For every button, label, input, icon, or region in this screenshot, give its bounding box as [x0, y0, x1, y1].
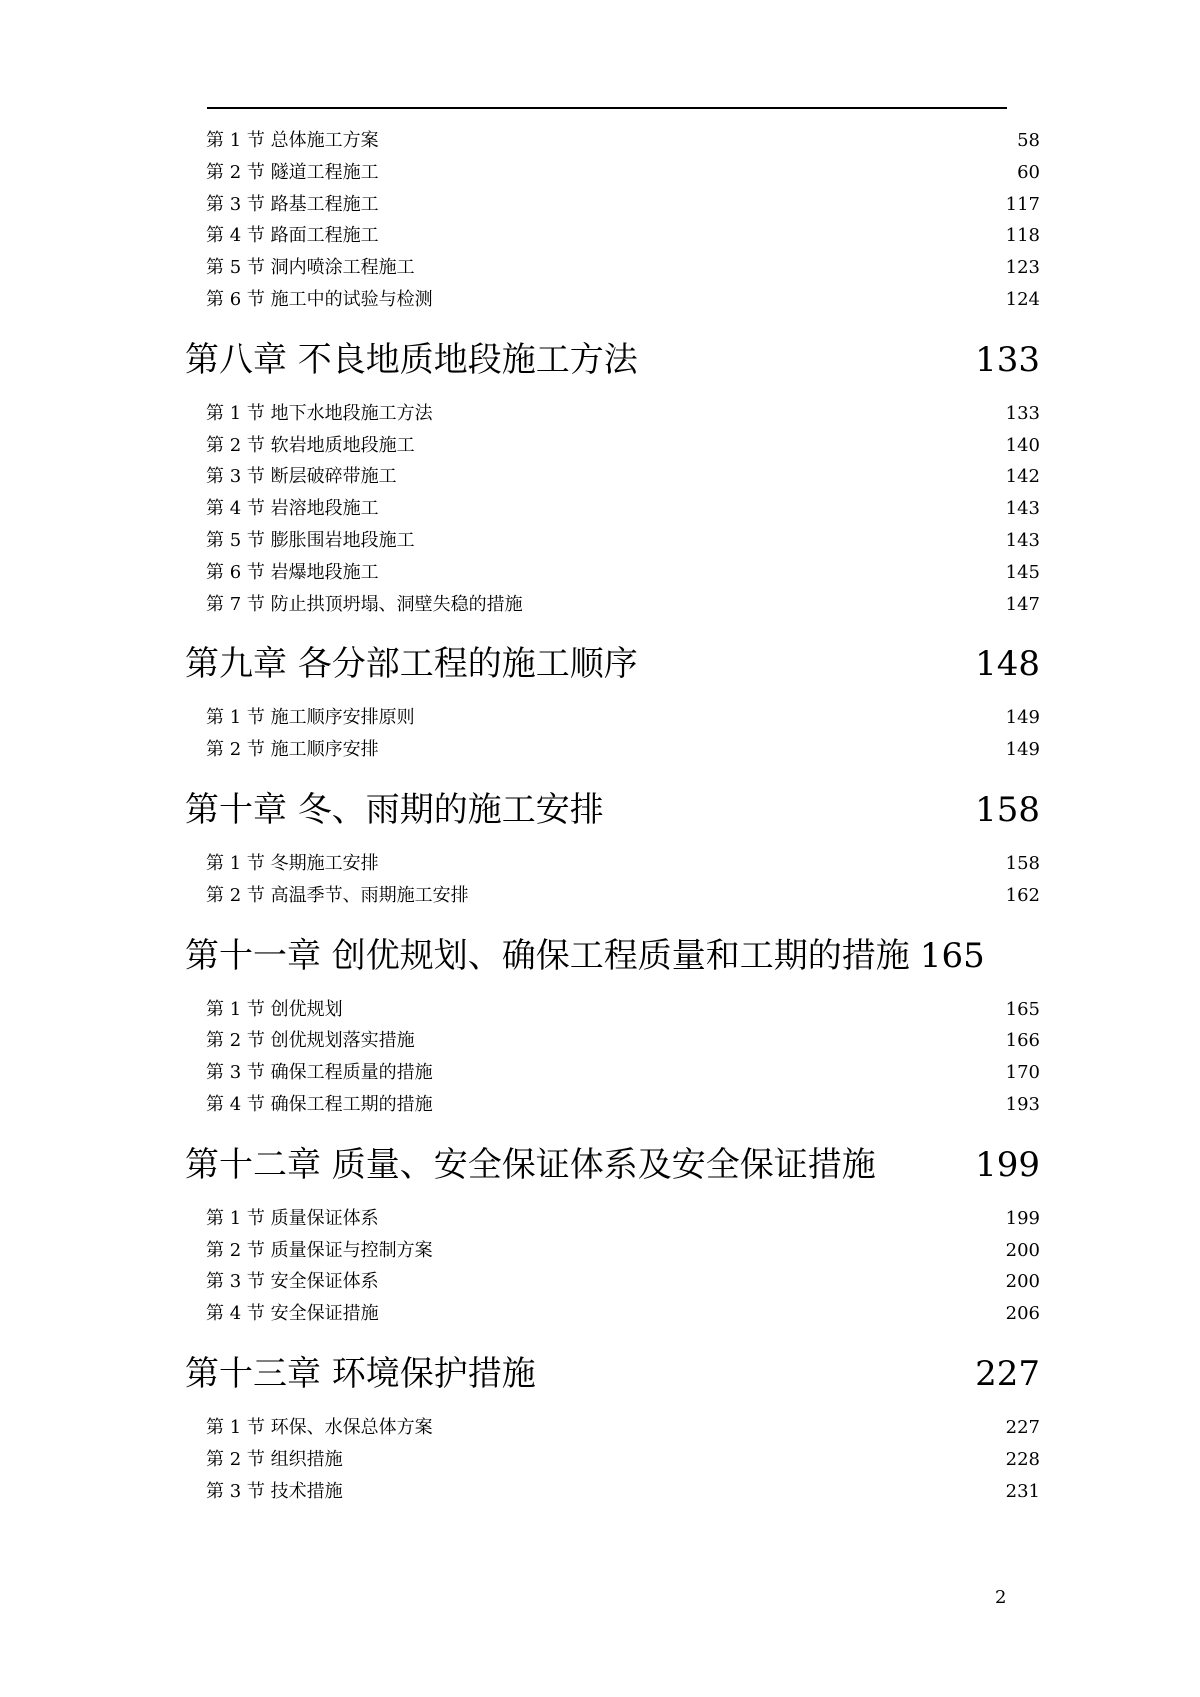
chapter-entry[interactable]: [185, 1137, 1040, 1193]
header-rule: [207, 107, 1007, 109]
section-entry[interactable]: [206, 1089, 1040, 1121]
dot-leader: [469, 883, 1004, 901]
section-entry[interactable]: [206, 557, 1040, 589]
section-title: 第 2 节 创优规划落实措施: [206, 1030, 415, 1052]
dot-leader: [379, 128, 1015, 146]
section-entry[interactable]: [206, 1476, 1040, 1508]
dot-leader: [876, 1142, 971, 1176]
chapter-entry[interactable]: [185, 636, 1040, 692]
section-entry[interactable]: [206, 1057, 1040, 1089]
section-entry[interactable]: [206, 461, 1040, 493]
section-entry[interactable]: [206, 734, 1040, 766]
section-page-number: 170: [1005, 1062, 1040, 1084]
dot-leader: [433, 1092, 1004, 1110]
dot-leader: [433, 401, 1004, 419]
dot-leader: [379, 1301, 1004, 1319]
dot-leader: [397, 464, 1004, 482]
section-page-number: 147: [1005, 593, 1040, 615]
section-title: 第 3 节 断层破碎带施工: [206, 466, 397, 488]
dot-leader: [379, 496, 1004, 514]
dot-leader: [379, 1269, 1004, 1287]
section-title: 第 4 节 安全保证措施: [206, 1303, 379, 1325]
chapter-page-number: 148: [975, 644, 1040, 685]
section-page-number: 162: [1005, 884, 1040, 906]
section-title: 第 7 节 防止拱顶坍塌、洞壁失稳的措施: [206, 593, 523, 615]
section-title: 第 4 节 路面工程施工: [206, 225, 379, 247]
dot-leader: [604, 787, 971, 821]
dot-leader: [433, 1060, 1004, 1078]
section-title: 第 2 节 质量保证与控制方案: [206, 1239, 433, 1261]
section-page-number: 227: [1005, 1416, 1040, 1438]
dot-leader: [343, 997, 1004, 1015]
section-page-number: 133: [1005, 402, 1040, 424]
dot-leader: [638, 641, 971, 675]
dot-leader: [433, 1415, 1004, 1433]
section-page-number: 143: [1005, 529, 1040, 551]
chapter-page-number: 199: [975, 1144, 1040, 1185]
dot-leader: [379, 223, 1004, 241]
page-number: 2: [995, 1587, 1007, 1608]
section-entry[interactable]: [206, 125, 1040, 157]
section-entry[interactable]: [206, 1298, 1040, 1330]
section-title: 第 4 节 岩溶地段施工: [206, 498, 379, 520]
dot-leader: [415, 528, 1004, 546]
dot-leader: [523, 592, 1004, 610]
section-entry[interactable]: [206, 702, 1040, 734]
dot-leader: [433, 287, 1004, 305]
section-title: 第 2 节 高温季节、雨期施工安排: [206, 884, 469, 906]
section-page-number: 200: [1005, 1271, 1040, 1293]
section-entry[interactable]: [206, 848, 1040, 880]
dot-leader: [415, 255, 1004, 273]
section-page-number: 199: [1005, 1207, 1040, 1229]
section-title: 第 2 节 施工顺序安排: [206, 739, 379, 761]
section-page-number: 200: [1005, 1239, 1040, 1261]
chapter-page-number: 158: [975, 789, 1040, 830]
section-entry[interactable]: [206, 1444, 1040, 1476]
chapter-page-number: 227: [975, 1353, 1040, 1394]
chapter-title: 第十三章 环境保护措施: [185, 1353, 536, 1394]
section-title: 第 3 节 路基工程施工: [206, 193, 379, 215]
chapter-page-number: 133: [975, 339, 1040, 380]
chapter-title: 第九章 各分部工程的施工顺序: [185, 644, 638, 685]
dot-leader: [415, 705, 1004, 723]
section-entry[interactable]: [206, 994, 1040, 1026]
section-page-number: 143: [1005, 498, 1040, 520]
section-entry[interactable]: [206, 1025, 1040, 1057]
dot-leader: [536, 1351, 971, 1385]
section-title: 第 3 节 技术措施: [206, 1480, 343, 1502]
table-of-contents: [185, 125, 1040, 1507]
section-title: 第 1 节 总体施工方案: [206, 130, 379, 151]
chapter-page-number: 165: [919, 935, 985, 976]
dot-leader: [343, 1479, 1004, 1497]
section-entry[interactable]: [206, 525, 1040, 557]
dot-leader: [379, 737, 1004, 755]
section-entry[interactable]: [206, 493, 1040, 525]
section-title: 第 4 节 确保工程工期的措施: [206, 1093, 433, 1115]
chapter-title: 第十二章 质量、安全保证体系及安全保证措施: [185, 1144, 876, 1185]
dot-leader: [343, 1447, 1004, 1465]
section-page-number: 58: [1017, 130, 1040, 151]
chapter-entry[interactable]: [185, 928, 1040, 984]
section-page-number: 231: [1005, 1480, 1040, 1502]
dot-leader: [379, 160, 1015, 178]
section-page-number: 117: [1005, 193, 1040, 215]
dot-leader: [379, 560, 1004, 578]
section-entry[interactable]: [206, 430, 1040, 462]
chapter-title: 第十一章 创优规划、确保工程质量和工期的措施: [185, 935, 910, 976]
section-entry[interactable]: [206, 1266, 1040, 1298]
section-entry[interactable]: [206, 880, 1040, 912]
section-title: 第 6 节 施工中的试验与检测: [206, 288, 433, 310]
section-page-number: 140: [1005, 434, 1040, 456]
section-page-number: 149: [1005, 739, 1040, 761]
section-page-number: 193: [1005, 1093, 1040, 1115]
section-title: 第 2 节 软岩地质地段施工: [206, 434, 415, 456]
section-page-number: 60: [1017, 161, 1040, 183]
section-page-number: 145: [1005, 561, 1040, 583]
section-entry[interactable]: [206, 1203, 1040, 1235]
section-page-number: 142: [1005, 466, 1040, 488]
section-title: 第 1 节 环保、水保总体方案: [206, 1416, 433, 1438]
dot-leader: [379, 851, 1004, 869]
section-title: 第 3 节 确保工程质量的措施: [206, 1062, 433, 1084]
section-entry[interactable]: [206, 189, 1040, 221]
section-entry[interactable]: [206, 589, 1040, 621]
chapter-title: 第八章 不良地质地段施工方法: [185, 339, 638, 380]
section-title: 第 1 节 地下水地段施工方法: [206, 402, 433, 424]
section-title: 第 2 节 隧道工程施工: [206, 161, 379, 183]
dot-leader: [433, 1238, 1004, 1256]
section-entry[interactable]: [206, 1412, 1040, 1444]
section-title: 第 5 节 洞内喷涂工程施工: [206, 257, 415, 279]
section-page-number: 149: [1005, 707, 1040, 729]
chapter-title: 第十章 冬、雨期的施工安排: [185, 789, 604, 830]
section-page-number: 166: [1005, 1030, 1040, 1052]
section-entry[interactable]: [206, 157, 1040, 189]
section-page-number: 158: [1005, 852, 1040, 874]
section-title: 第 1 节 施工顺序安排原则: [206, 707, 415, 729]
section-title: 第 1 节 创优规划: [206, 998, 343, 1020]
section-entry[interactable]: [206, 1235, 1040, 1267]
section-page-number: 206: [1005, 1303, 1040, 1325]
chapter-entry[interactable]: [185, 1346, 1040, 1402]
dot-leader: [379, 192, 1004, 210]
chapter-entry[interactable]: [185, 332, 1040, 388]
chapter-entry[interactable]: [185, 782, 1040, 838]
section-title: 第 1 节 冬期施工安排: [206, 852, 379, 874]
section-page-number: 124: [1005, 288, 1040, 310]
section-page-number: 118: [1005, 225, 1040, 247]
section-entry[interactable]: [206, 220, 1040, 252]
section-title: 第 3 节 安全保证体系: [206, 1271, 379, 1293]
dot-leader: [415, 433, 1004, 451]
dot-leader: [415, 1028, 1004, 1046]
section-title: 第 1 节 质量保证体系: [206, 1207, 379, 1229]
dot-leader: [379, 1206, 1004, 1224]
section-entry[interactable]: [206, 398, 1040, 430]
section-title: 第 6 节 岩爆地段施工: [206, 561, 379, 583]
section-page-number: 228: [1005, 1448, 1040, 1470]
section-title: 第 5 节 膨胀围岩地段施工: [206, 529, 415, 551]
section-entry[interactable]: [206, 252, 1040, 284]
dot-leader: [638, 337, 971, 371]
section-entry[interactable]: [206, 284, 1040, 316]
section-page-number: 123: [1005, 257, 1040, 279]
section-page-number: 165: [1005, 998, 1040, 1020]
section-title: 第 2 节 组织措施: [206, 1448, 343, 1470]
